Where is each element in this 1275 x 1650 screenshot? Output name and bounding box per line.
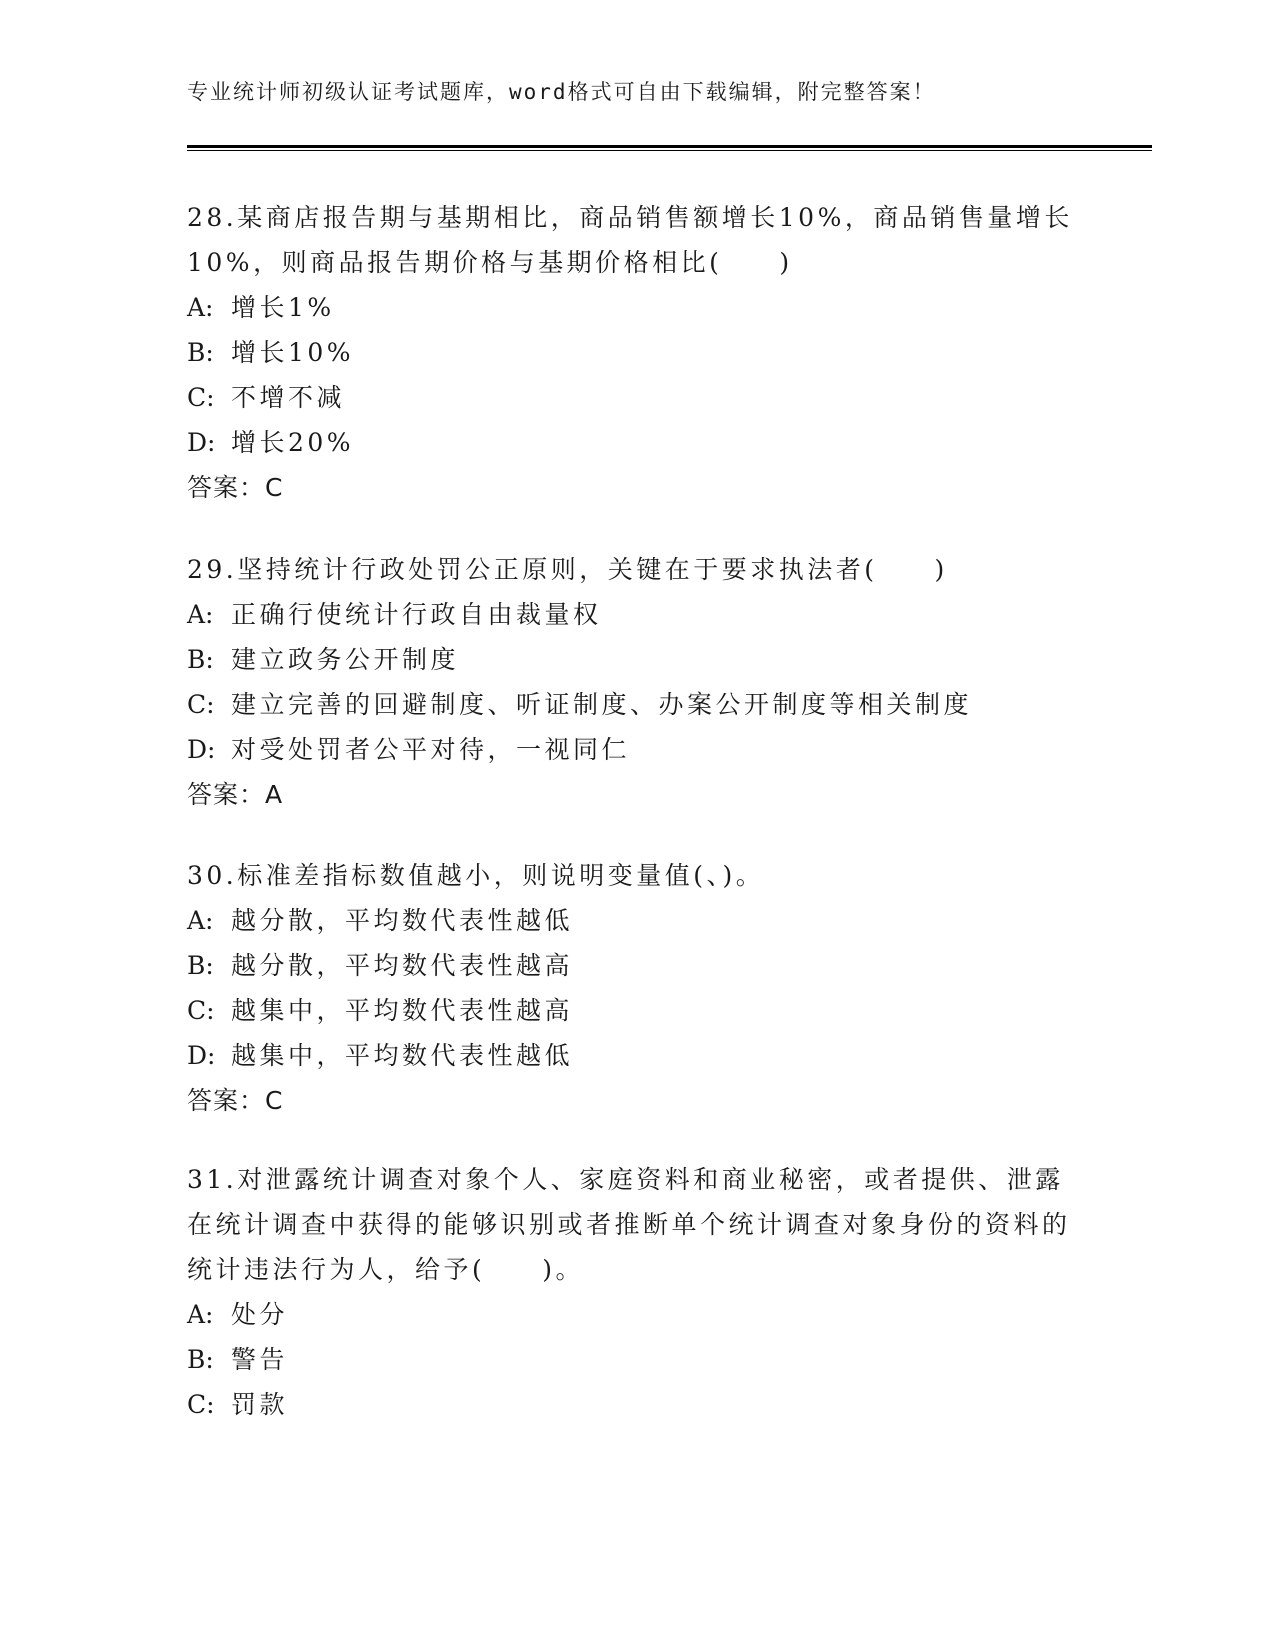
option-text: 建立完善的回避制度、听证制度、办案公开制度等相关制度 — [231, 690, 973, 719]
option-text: 罚款 — [231, 1390, 289, 1419]
option-letter: C: — [187, 690, 215, 719]
question-text: 30.标准差指标数值越小，则说明变量值(、)。 — [187, 861, 765, 890]
option-d — [187, 420, 1087, 465]
option-letter: A: — [187, 293, 214, 322]
option-b — [187, 943, 1087, 988]
option-b — [187, 637, 1087, 682]
option-text: 增长1% — [231, 293, 335, 322]
option-text: 越分散，平均数代表性越低 — [231, 906, 574, 935]
option-a — [187, 592, 1087, 637]
question-text: 29.坚持统计行政处罚公正原则，关键在于要求执法者( ) — [187, 555, 948, 584]
option-text: 越集中，平均数代表性越高 — [231, 996, 574, 1025]
question-text: 28.某商店报告期与基期相比，商品销售额增长10%，商品销售量增长10%，则商品报告期价格与基期价格相比( ) — [187, 203, 1073, 277]
option-letter: A: — [187, 906, 214, 935]
question-text: 31.对泄露统计调查对象个人、家庭资料和商业秘密，或者提供、泄露在统计调查中获得的能够识别或者推断单个统计调查对象身份的资料的统计违法行为人，给予( )。 — [187, 1165, 1071, 1284]
option-letter: D: — [187, 1041, 216, 1070]
option-letter: C: — [187, 1390, 215, 1419]
option-b — [187, 1337, 1087, 1382]
option-letter: B: — [187, 338, 214, 367]
answer: 答案：C — [187, 473, 284, 502]
option-text: 增长10% — [231, 338, 355, 367]
answer: 答案：C — [187, 1086, 284, 1115]
page-header: 专业统计师初级认证考试题库，word格式可自由下载编辑，附完整答案！ — [187, 80, 936, 104]
option-letter: B: — [187, 1345, 214, 1374]
option-text: 对受处罚者公平对待，一视同仁 — [231, 735, 631, 764]
option-c — [187, 988, 1087, 1033]
option-letter: B: — [187, 645, 214, 674]
option-text: 越分散，平均数代表性越高 — [231, 951, 574, 980]
question-28 — [187, 195, 1087, 510]
option-text: 正确行使统计行政自由裁量权 — [231, 600, 602, 629]
option-text: 不增不减 — [231, 383, 346, 412]
option-text: 警告 — [231, 1345, 289, 1374]
header-divider-thin — [187, 150, 1152, 151]
option-text: 处分 — [231, 1300, 289, 1329]
option-letter: D: — [187, 735, 216, 764]
option-text: 建立政务公开制度 — [231, 645, 460, 674]
option-text: 越集中，平均数代表性越低 — [231, 1041, 574, 1070]
option-letter: A: — [187, 600, 214, 629]
option-letter: B: — [187, 951, 214, 980]
header-divider — [187, 145, 1152, 148]
option-letter: C: — [187, 383, 215, 412]
option-text: 增长20% — [231, 428, 355, 457]
option-c — [187, 375, 1087, 420]
option-a — [187, 285, 1087, 330]
option-a — [187, 898, 1087, 943]
question-30 — [187, 853, 1087, 1123]
option-a — [187, 1292, 1087, 1337]
question-31 — [187, 1157, 1087, 1427]
option-letter: D: — [187, 428, 216, 457]
option-b — [187, 330, 1087, 375]
option-c — [187, 1382, 1087, 1427]
option-c — [187, 682, 1087, 727]
question-29 — [187, 547, 1087, 817]
option-letter: C: — [187, 996, 215, 1025]
answer: 答案：A — [187, 780, 284, 809]
option-d — [187, 727, 1087, 772]
option-d — [187, 1033, 1087, 1078]
option-letter: A: — [187, 1300, 214, 1329]
